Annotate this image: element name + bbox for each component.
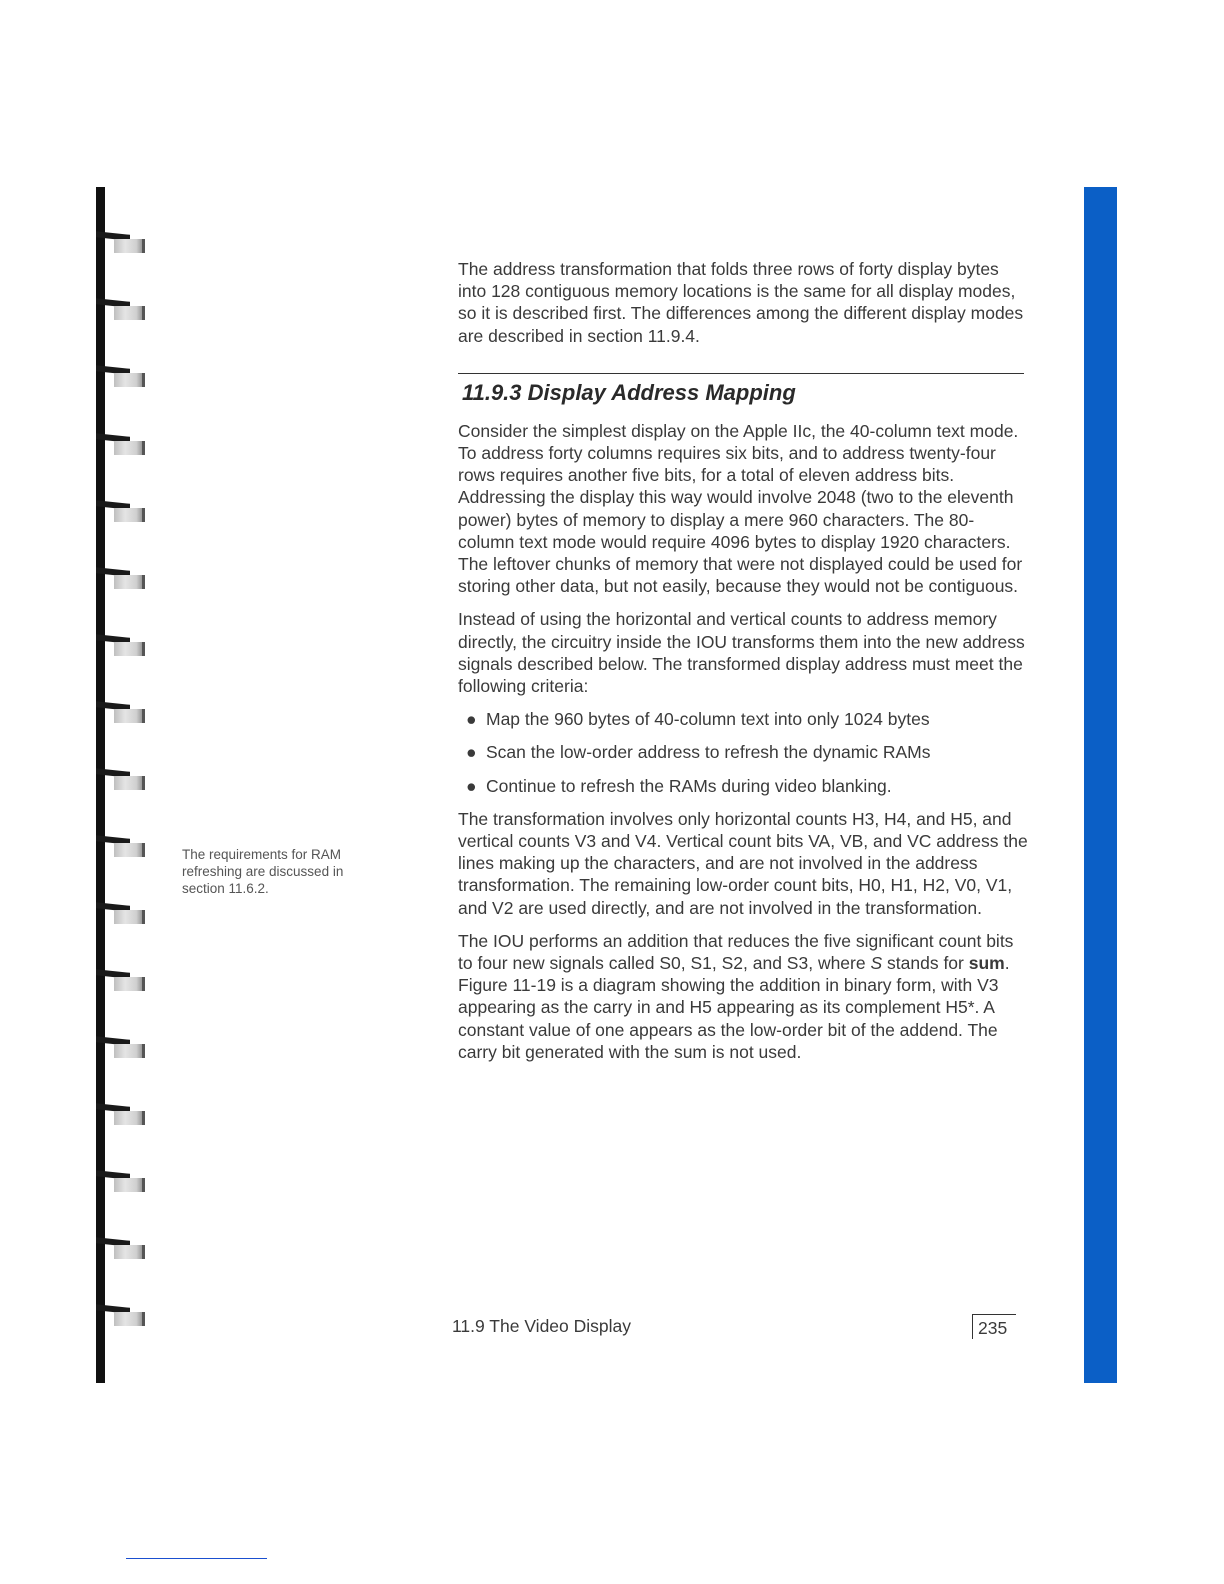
binding-coil (96, 628, 144, 658)
binding-coil (96, 561, 144, 591)
binding-coil (96, 292, 144, 322)
running-footer: 11.9 The Video Display (452, 1316, 632, 1336)
binding-coil (96, 1298, 144, 1328)
margin-note: The requirements for RAM refreshing are discussed in section 11.6.2. (182, 847, 344, 896)
bullet-icon: ● (466, 742, 477, 763)
binding-coil (96, 1164, 144, 1194)
binding-coil (96, 225, 144, 255)
bullet-icon: ● (466, 775, 477, 796)
paragraph: The transformation involves only horizontal counts H3, H4, and H5, and vertical counts V3 and V4. Vertical count bits VA, VB, and VC address the lines making up the characters, and are not involved in the address transformation. The remaining low-order count bits, H0, H1, H2, V0, V1, and V2 are used directly, and are not involved in the transformation. (458, 808, 1028, 918)
paragraph: The IOU performs an addition that reduces the five significant count bits to four new signals called S0, S1, S2, and S3, where S stands for sum. Figure 11-19 is a diagram showing the addition in binary form, with V3 appearing as the carry in and H5 appearing as its complement H5*. A constant value of one appears as the low-order bit of the addend. The carry bit generated with the sum is not used. (458, 930, 1014, 1062)
main-text (458, 258, 1030, 1074)
binding-coil (96, 695, 144, 725)
bottom-rule (126, 1558, 267, 1559)
binding-coil (96, 359, 144, 389)
binding-coil (96, 829, 144, 859)
bullet-icon: ● (466, 709, 477, 730)
spiral-binding (96, 187, 146, 1383)
list-item: ● Continue to refresh the RAMs during video blanking. (466, 775, 892, 796)
binding-coil (96, 1231, 144, 1261)
binding-coil (96, 494, 144, 524)
binding-coil (96, 896, 144, 926)
binding-coil (96, 963, 144, 993)
binding-coil (96, 762, 144, 792)
binding-coil (96, 1030, 144, 1060)
binding-coil (96, 427, 144, 457)
section-divider (458, 373, 1024, 374)
paragraph: Instead of using the horizontal and vertical counts to address memory directly, the circuitry inside the IOU transforms them into the new address signals described below. The transformed display address must meet the following criteria: (458, 609, 1025, 697)
blue-edge-tab (1084, 187, 1117, 1383)
criteria-list (458, 708, 1030, 797)
list-item: ● Scan the low-order address to refresh the dynamic RAMs (466, 742, 931, 763)
binding-coil (96, 1097, 144, 1127)
intro-paragraph: The address transformation that folds three rows of forty display bytes into 128 contiguous memory locations is the same for all display modes, so it is described first. The differences among the different display modes are described in section 11.9.4. (458, 259, 1024, 346)
section-heading: 11.9.3 Display Address Mapping (462, 379, 796, 405)
paragraph: Consider the simplest display on the Apple IIc, the 40-column text mode. To address forty columns requires six bits, and to address twenty-four rows requires another five bits, for a total of eleven address bits. Addressing the display this way would involve 2048 (two to the eleventh power) bytes of memory to display a mere 960 characters. The 80-column text mode would require 4096 bytes to display 1920 characters. The leftover chunks of memory that were not displayed could be used for storing other data, but not easily, because they would not be contiguous. (458, 420, 1023, 597)
page-number: 235 (972, 1314, 1016, 1339)
list-item: ● Map the 960 bytes of 40-column text into only 1024 bytes (466, 709, 930, 730)
